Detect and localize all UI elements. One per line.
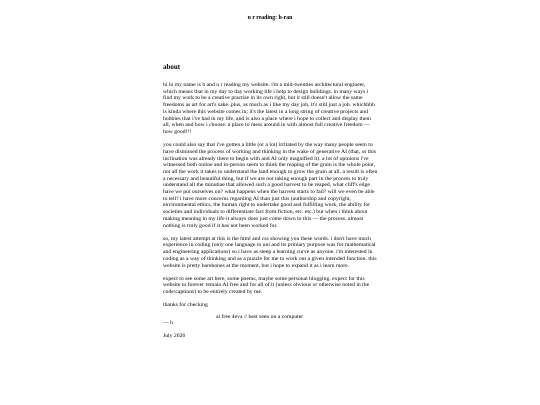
about-section — [163, 63, 378, 340]
about-paragraph-ai-thoughts: you could also say that i've gotten a little (or a lot) irritated by the way many people seem to have dismissed the process of working and thinking in the wake of generative AI (that, or this inclination was already there to begin with and AI only magnified it). a lot of opinions i've witnessed both online and in-person seem to think the reaping of the grain is the whole point, not all the work it takes to understand the land enough to grow the grain at all. a result is often a necessary and beautiful thing, but if we are not taking enough part in the process to truly understand all the minutiae that allowed such a good harvest to be reaped, what cliff's edge have we put ourselves on? what happens when the harvest starts to fail? will we even be able to tell? i have more concerns regarding AI than just this (authorship and copyright, environmental ethics, the human right to undertake good and fulfilling work, the ability for societies and individuals to differentiate fact from fiction, etc. etc.) but when i think about making meaning in my life it always does just come down to this — the process. almost nothing is truly good if it has not been worked for. — [163, 142, 378, 229]
about-heading: about — [163, 63, 181, 71]
about-paragraph-intro: hi hi my name is h and u r reading my website. i'm a mid-twenties architectural engineer, which means that in my day to day working life i help to design buildings. in many ways i find my work to be a creative practise in its own right, but it still doesn't allow the same freedoms as art for art's sake. plus, as much as i like my day job, it's still just a job. whichhhh is kinda where this website comes in; it's the latest in a long string of creative projects and hobbies that i've had in my life, and is also a place where i hope to collect and display them all, when and how i choose. a place to mess around in with almost full creative freedom — how good!!! — [163, 82, 375, 135]
about-paragraph-expectations: expect to see some art here, some poems, maybe some personal blogging. expect for this website to forever remain AI free and for all of it (unless obvious or otherwise noted in the code/captions) to be entirely created by me. — [163, 275, 370, 296]
site-title: u r reading: h-ran — [247, 15, 293, 21]
signature-row — [163, 314, 378, 327]
footer-note: ai free 4eva // best seen on a computer — [216, 314, 304, 321]
about-paragraph-coding: so, my latest attempt at this is the html and css showing you these words. i don't have much experience in coding (only one language in uni and its primary purpose was for mathematical and engineering applications) so i have as steep a learning curve as anyone. i'm interested in coding as a way of thinking and as a puzzle for me to work out a given intended function. this website is pretty barebones at the moment, but i hope to expand it as i learn more. — [163, 235, 377, 269]
thanks-line: thanks for checking — [163, 302, 208, 309]
date-line: July 2026 — [163, 333, 186, 340]
signature: — h — [163, 320, 173, 327]
